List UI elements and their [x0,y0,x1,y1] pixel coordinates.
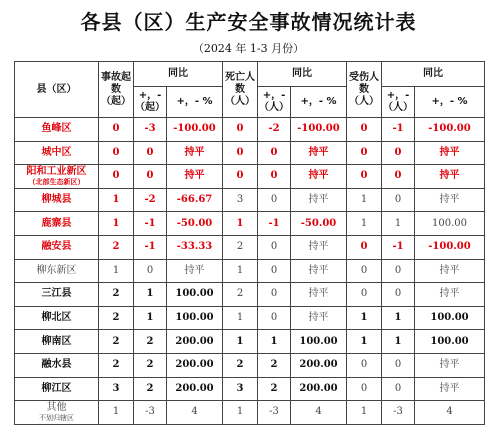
header-pct-accidents: +，- % [167,87,223,118]
cell-accidents-pct: 200.00 [167,330,223,354]
cell-accidents: 1 [99,188,134,212]
cell-accidents: 1 [99,401,134,425]
cell-injuries: 0 [347,141,382,165]
cell-deaths-delta: 0 [258,306,291,330]
cell-injuries-delta: 0 [382,377,415,401]
cell-deaths-delta: 2 [258,377,291,401]
cell-injuries: 0 [347,235,382,259]
cell-deaths-pct: 持平 [291,259,347,283]
cell-deaths: 2 [223,235,258,259]
cell-injuries: 0 [347,165,382,189]
cell-injuries-delta: -1 [382,235,415,259]
table-row [15,306,485,330]
header-deaths: 死亡人数（人） [223,62,258,118]
table-body [15,118,485,425]
cell-accidents-pct: -66.67 [167,188,223,212]
table-row [15,283,485,307]
cell-accidents-pct: 持平 [167,141,223,165]
cell-injuries-pct: -100.00 [415,235,485,259]
cell-deaths-delta: -1 [258,212,291,236]
cell-deaths-pct: 4 [291,401,347,425]
header-delta-accidents: +，-（起） [134,87,167,118]
cell-injuries-pct: 持平 [415,353,485,377]
header-pct-deaths: +，- % [291,87,347,118]
cell-accidents-delta: -3 [134,118,167,142]
cell-deaths-pct: 持平 [291,188,347,212]
cell-injuries-pct: 持平 [415,377,485,401]
header-yoy-deaths: 同比 [258,62,347,87]
cell-deaths-pct: -100.00 [291,118,347,142]
cell-deaths-pct: 持平 [291,165,347,189]
cell-deaths: 3 [223,188,258,212]
cell-injuries-pct: -100.00 [415,118,485,142]
cell-accidents-delta: 2 [134,353,167,377]
table-row [15,165,485,189]
cell-accidents-pct: 200.00 [167,377,223,401]
table-row [15,141,485,165]
cell-accidents-delta: 0 [134,165,167,189]
table-row [15,330,485,354]
cell-accidents-delta: 0 [134,259,167,283]
cell-accidents: 3 [99,377,134,401]
cell-accidents-delta: 0 [134,141,167,165]
cell-deaths-delta: 0 [258,188,291,212]
table-row [15,235,485,259]
cell-accidents-pct: 100.00 [167,283,223,307]
cell-accidents-pct: -50.00 [167,212,223,236]
cell-injuries: 1 [347,330,382,354]
cell-injuries-delta: 0 [382,165,415,189]
county-name: 阳和工业新区 [26,166,87,178]
cell-deaths-delta: 0 [258,283,291,307]
cell-accidents: 2 [99,306,134,330]
cell-injuries-delta: -3 [382,401,415,425]
header-yoy-injuries: 同比 [382,62,485,87]
cell-deaths-delta: -2 [258,118,291,142]
county-name: 融安县 [41,241,72,253]
county-name-cell [15,212,99,236]
county-name-cell [15,283,99,307]
cell-accidents-pct: 100.00 [167,306,223,330]
cell-injuries-pct: 持平 [415,165,485,189]
county-name-cell [15,235,99,259]
county-name: 柳城县 [41,194,72,206]
cell-deaths-pct: 持平 [291,306,347,330]
cell-injuries-delta: 1 [382,306,415,330]
cell-injuries-delta: 0 [382,283,415,307]
cell-deaths-delta: 0 [258,259,291,283]
cell-deaths-delta: 0 [258,165,291,189]
county-subname: （北部生态新区） [28,178,85,187]
county-name-cell [15,165,99,189]
table-row [15,118,485,142]
county-name-cell [15,306,99,330]
cell-accidents: 1 [99,259,134,283]
cell-deaths: 0 [223,165,258,189]
county-name-cell [15,141,99,165]
table-row [15,259,485,283]
cell-injuries-pct: 持平 [415,259,485,283]
cell-injuries: 1 [347,212,382,236]
cell-deaths: 1 [223,401,258,425]
header-delta-deaths: +，-（人） [258,87,291,118]
cell-injuries: 1 [347,306,382,330]
cell-deaths-pct: 持平 [291,141,347,165]
cell-injuries-delta: 0 [382,188,415,212]
cell-deaths-delta: -3 [258,401,291,425]
cell-injuries-pct: 4 [415,401,485,425]
county-name: 城中区 [41,146,72,158]
table-row [15,188,485,212]
page-subtitle: （2024 年 1-3 月份） [192,42,305,55]
cell-accidents-delta: -1 [134,212,167,236]
cell-injuries-delta: -1 [382,118,415,142]
cell-accidents: 2 [99,330,134,354]
county-name: 三江县 [41,288,72,300]
cell-deaths-pct: 200.00 [291,377,347,401]
cell-deaths-delta: 2 [258,353,291,377]
cell-accidents: 2 [99,353,134,377]
cell-injuries: 0 [347,118,382,142]
cell-deaths-pct: -50.00 [291,212,347,236]
cell-accidents-delta: -1 [134,235,167,259]
header-accidents: 事故起数（起） [99,62,134,118]
cell-accidents-pct: 200.00 [167,353,223,377]
cell-accidents-delta: -2 [134,188,167,212]
header-delta-injuries: +，-（人） [382,87,415,118]
cell-deaths: 3 [223,377,258,401]
cell-injuries: 1 [347,188,382,212]
header-county: 县（区） [15,62,99,118]
cell-injuries-pct: 持平 [415,141,485,165]
county-name: 柳北区 [41,312,72,324]
cell-deaths-delta: 1 [258,330,291,354]
county-name-cell [15,330,99,354]
cell-accidents: 1 [99,212,134,236]
county-name-cell [15,118,99,142]
page-title: 各县（区）生产安全事故情况统计表 [80,10,417,34]
cell-deaths: 2 [223,353,258,377]
county-name: 柳江区 [41,382,72,394]
cell-injuries-delta: 0 [382,259,415,283]
cell-deaths-pct: 持平 [291,235,347,259]
cell-accidents: 0 [99,118,134,142]
cell-accidents-delta: 2 [134,377,167,401]
cell-injuries-pct: 100.00 [415,306,485,330]
county-name: 鱼峰区 [41,123,72,135]
cell-accidents-pct: 持平 [167,259,223,283]
cell-accidents-pct: 4 [167,401,223,425]
county-name: 融水县 [41,359,72,371]
cell-deaths: 1 [223,212,258,236]
header-injuries: 受伤人数（人） [347,62,382,118]
cell-deaths: 1 [223,306,258,330]
cell-accidents: 2 [99,235,134,259]
cell-deaths-delta: 0 [258,235,291,259]
cell-accidents-pct: 持平 [167,165,223,189]
cell-injuries: 0 [347,377,382,401]
cell-accidents: 0 [99,141,134,165]
cell-injuries-pct: 100.00 [415,330,485,354]
cell-deaths-pct: 持平 [291,283,347,307]
county-name-cell [15,188,99,212]
cell-injuries: 0 [347,283,382,307]
cell-injuries-pct: 持平 [415,188,485,212]
cell-injuries: 1 [347,401,382,425]
cell-accidents-pct: -100.00 [167,118,223,142]
county-name-cell [15,259,99,283]
header-yoy-accidents: 同比 [134,62,223,87]
cell-accidents-delta: 2 [134,330,167,354]
county-name-cell [15,377,99,401]
header-pct-injuries: +，- % [415,87,485,118]
table-row [15,377,485,401]
table-row [15,353,485,377]
cell-injuries-delta: 1 [382,212,415,236]
cell-injuries: 0 [347,259,382,283]
county-subname: 不划归辖区 [39,414,74,423]
cell-accidents-pct: -33.33 [167,235,223,259]
cell-accidents: 2 [99,283,134,307]
cell-deaths: 0 [223,118,258,142]
cell-injuries-delta: 0 [382,141,415,165]
cell-injuries-delta: 1 [382,330,415,354]
table-row [15,401,485,425]
cell-deaths: 0 [223,141,258,165]
cell-accidents-delta: -3 [134,401,167,425]
cell-accidents: 0 [99,165,134,189]
cell-deaths: 2 [223,283,258,307]
statistics-table [14,61,485,425]
county-name: 柳东新区 [36,264,77,276]
county-name: 柳南区 [41,335,72,347]
cell-deaths-pct: 100.00 [291,330,347,354]
cell-injuries-pct: 100.00 [415,212,485,236]
county-name: 其他 [46,402,67,414]
cell-deaths-pct: 200.00 [291,353,347,377]
cell-injuries-pct: 持平 [415,283,485,307]
cell-injuries-delta: 0 [382,353,415,377]
cell-deaths-delta: 0 [258,141,291,165]
cell-injuries: 0 [347,353,382,377]
cell-deaths: 1 [223,330,258,354]
county-name-cell [15,401,99,425]
cell-accidents-delta: 1 [134,283,167,307]
table-row [15,212,485,236]
cell-accidents-delta: 1 [134,306,167,330]
county-name: 鹿寨县 [41,217,72,229]
county-name-cell [15,353,99,377]
cell-deaths: 1 [223,259,258,283]
